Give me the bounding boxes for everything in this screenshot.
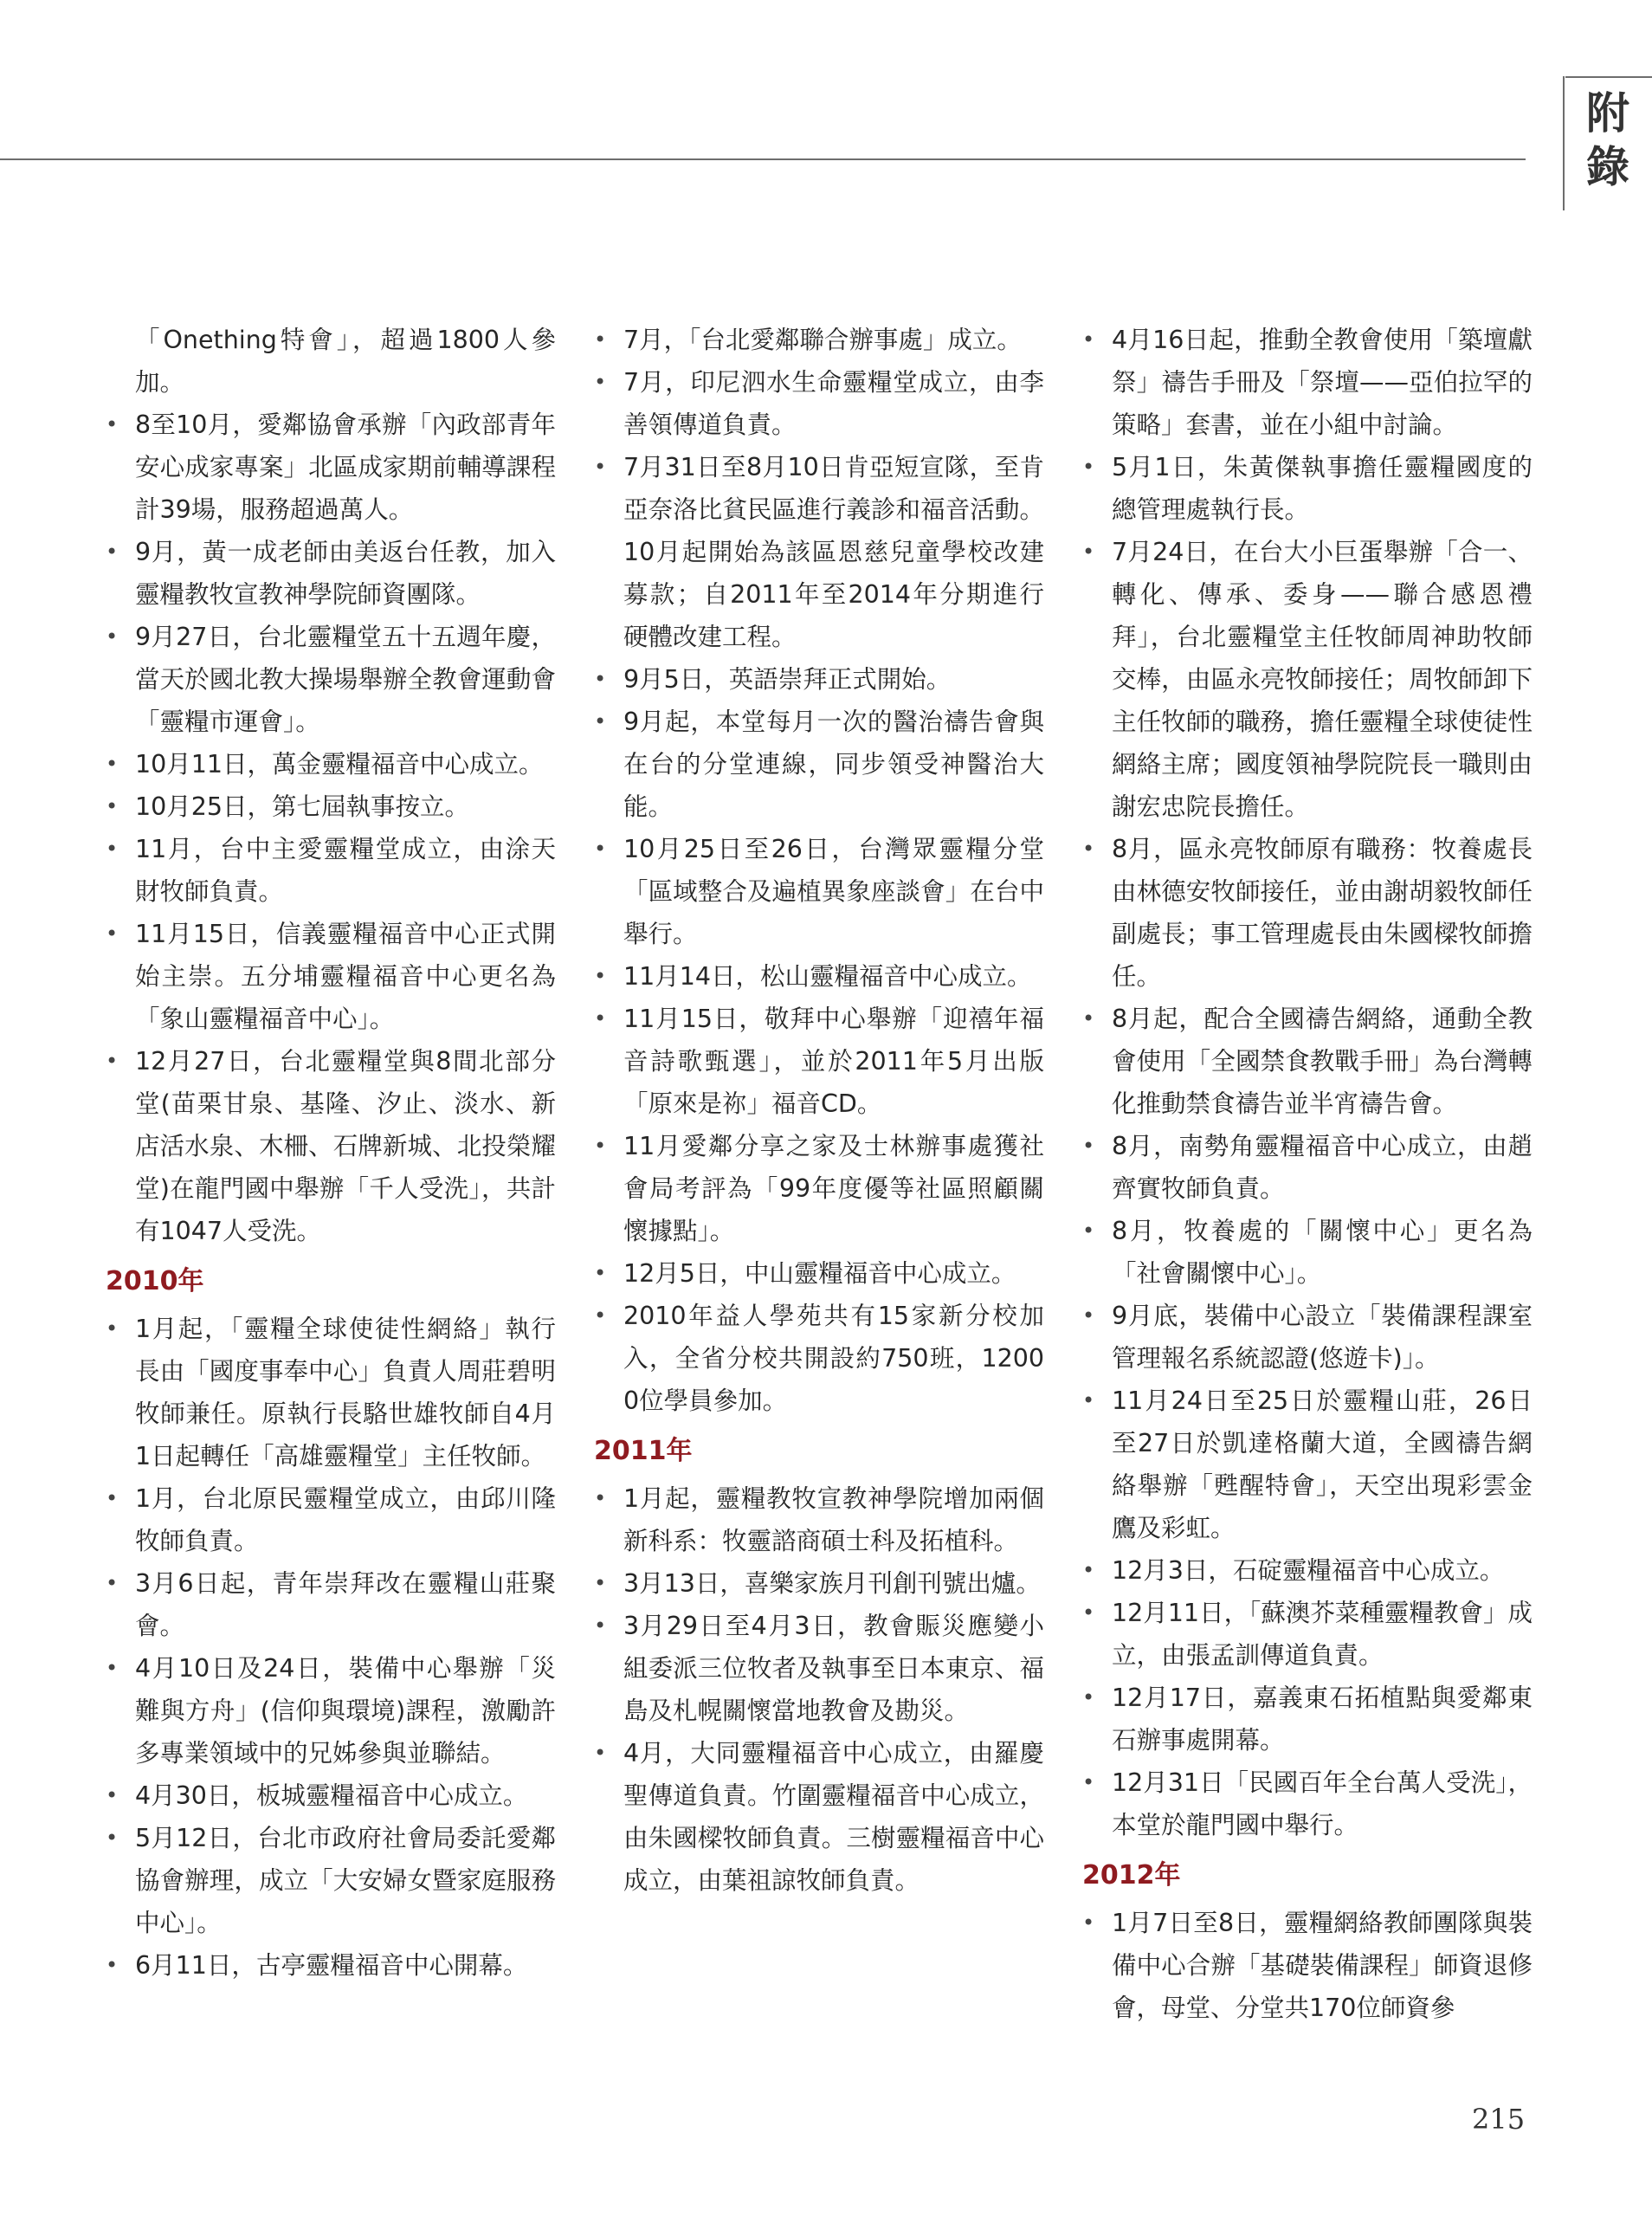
page-number: 215 xyxy=(1472,2103,1526,2136)
timeline-entry: • 10月25日至26日，台灣眾靈糧分堂「區域整合及遍植異象座談會」在台中舉行。 xyxy=(594,828,1044,955)
timeline-entry: • 12月17日，嘉義東石拓植點與愛鄰東石辦事處開幕。 xyxy=(1082,1677,1533,1761)
timeline-entry: • 12月11日，「蘇澳芥菜種靈糧教會」成立，由張孟訓傳道負責。 xyxy=(1082,1592,1533,1677)
section-tab-rule xyxy=(1565,76,1652,78)
header-rule xyxy=(0,158,1526,160)
timeline-entry: • 7月31日至8月10日肯亞短宣隊，至肯亞奈洛比貧民區進行義診和福音活動。10月起開始為該區恩慈兒童學校改建募款；自2011年至2014年分期進行硬體改建工程。 xyxy=(594,446,1044,658)
section-tab-divider xyxy=(1563,76,1565,210)
timeline-entry: • 1月起，「靈糧全球使徒性網絡」執行長由「國度事奉中心」負責人周莊碧明牧師兼任。原執行長駱世雄牧師自4月1日起轉任「高雄靈糧堂」主任牧師。 xyxy=(106,1308,556,1477)
timeline-entry: • 11月15日，敬拜中心舉辦「迎禧年福音詩歌甄選」，並於2011年5月出版「原來是祢」福音CD。 xyxy=(594,998,1044,1125)
timeline-entry: • 7月24日，在台大小巨蛋舉辦「合一、轉化、傳承、委身——聯合感恩禮拜」，台北靈糧堂主任牧師周神助牧師交棒，由區永亮牧師接任；周牧師卸下主任牧師的職務，擔任靈糧全球使徒性網絡主席；國度領袖學院院長一職則由謝宏忠院長擔任。 xyxy=(1082,531,1533,828)
timeline-entry: • 11月24日至25日於靈糧山莊，26日至27日於凱達格蘭大道，全國禱告網絡舉辦「甦醒特會」，天空出現彩雲金鷹及彩虹。 xyxy=(1082,1380,1533,1549)
continued-paragraph: 「Onething特會」，超過1800人參加。 xyxy=(135,326,556,397)
timeline-entry: • 5月12日，台北市政府社會局委託愛鄰協會辦理，成立「大安婦女暨家庭服務中心」。 xyxy=(106,1817,556,1944)
timeline-entry: • 11月15日，信義靈糧福音中心正式開始主崇。五分埔靈糧福音中心更名為「象山靈糧福音中心」。 xyxy=(106,913,556,1040)
timeline-entry: • 3月6日起，青年崇拜改在靈糧山莊聚會。 xyxy=(106,1562,556,1647)
timeline-entry: • 8至10月，愛鄰協會承辦「內政部青年安心成家專案」北區成家期前輔導課程計39場，服務超過萬人。 xyxy=(106,404,556,531)
timeline-entry: • 9月27日，台北靈糧堂五十五週年慶，當天於國北教大操場舉辦全教會運動會「靈糧市運會」。 xyxy=(106,616,556,743)
timeline-entry: • 1月起，靈糧教牧宣教神學院增加兩個新科系：牧靈諮商碩士科及拓植科。 xyxy=(594,1477,1044,1562)
timeline-entry: • 12月31日「民國百年全台萬人受洗」，本堂於龍門國中舉行。 xyxy=(1082,1761,1533,1846)
timeline-entry: • 4月10日及24日，裝備中心舉辦「災難與方舟」(信仰與環境)課程，激勵許多專業領域中的兄姊參與並聯結。 xyxy=(106,1647,556,1774)
timeline-entry: • 8月，南勢角靈糧福音中心成立，由趙齊實牧師負責。 xyxy=(1082,1125,1533,1210)
text-column-2 xyxy=(594,319,1044,1902)
timeline-entry: • 2010年益人學苑共有15家新分校加入，全省分校共開設約750班，12000位學員參加。 xyxy=(594,1295,1044,1422)
timeline-entry: • 12月5日，中山靈糧福音中心成立。 xyxy=(594,1252,1044,1295)
section-tab-char: 附 xyxy=(1586,87,1629,139)
timeline-entry: • 5月1日，朱黃傑執事擔任靈糧國度的總管理處執行長。 xyxy=(1082,446,1533,531)
text-column-3 xyxy=(1082,319,1533,2029)
timeline-entry: • 12月27日，台北靈糧堂與8間北部分堂(苗栗甘泉、基隆、汐止、淡水、新店活水泉、木柵、石牌新城、北投榮耀堂)在龍門國中舉辦「千人受洗」，共計有1047人受洗。 xyxy=(106,1040,556,1252)
timeline-entry: • 8月，區永亮牧師原有職務：牧養處長由林德安牧師接任，並由謝胡毅牧師任副處長；事工管理處長由朱國樑牧師擔任。 xyxy=(1082,828,1533,998)
timeline-entry: • 7月，「台北愛鄰聯合辦事處」成立。 xyxy=(594,319,1044,361)
timeline-entry: • 3月13日，喜樂家族月刊創刊號出爐。 xyxy=(594,1562,1044,1605)
timeline-entry: • 9月，黃一成老師由美返台任教，加入靈糧教牧宣教神學院師資團隊。 xyxy=(106,531,556,616)
timeline-entry: • 6月11日，古亭靈糧福音中心開幕。 xyxy=(106,1944,556,1987)
text-column-1 xyxy=(106,319,556,1987)
year-heading: 2010年 xyxy=(106,1266,204,1296)
timeline-entry: • 11月14日，松山靈糧福音中心成立。 xyxy=(594,955,1044,998)
timeline-entry: • 8月起，配合全國禱告網絡，通動全教會使用「全國禁食教戰手冊」為台灣轉化推動禁食禱告並半宵禱告會。 xyxy=(1082,998,1533,1125)
timeline-entry: • 4月30日，板城靈糧福音中心成立。 xyxy=(106,1774,556,1817)
timeline-entry: • 9月底，裝備中心設立「裝備課程課室管理報名系統認證(悠遊卡)」。 xyxy=(1082,1295,1533,1380)
timeline-entry: • 4月16日起，推動全教會使用「築壇獻祭」禱告手冊及「祭壇——亞伯拉罕的策略」套書，並在小組中討論。 xyxy=(1082,319,1533,446)
timeline-entry: • 1月，台北原民靈糧堂成立，由邱川隆牧師負責。 xyxy=(106,1477,556,1562)
timeline-entry: • 9月5日，英語崇拜正式開始。 xyxy=(594,658,1044,701)
section-tab-appendix xyxy=(1569,87,1647,194)
timeline-entry: • 9月起，本堂每月一次的醫治禱告會與在台的分堂連線，同步領受神醫治大能。 xyxy=(594,701,1044,828)
timeline-entry: • 12月3日，石碇靈糧福音中心成立。 xyxy=(1082,1549,1533,1592)
timeline-entry: • 7月，印尼泗水生命靈糧堂成立，由李善領傳道負責。 xyxy=(594,361,1044,446)
timeline-entry: • 10月11日，萬金靈糧福音中心成立。 xyxy=(106,743,556,785)
timeline-entry: • 11月愛鄰分享之家及士林辦事處獲社會局考評為「99年度優等社區照顧關懷據點」。 xyxy=(594,1125,1044,1252)
timeline-entry: • 1月7日至8日，靈糧網絡教師團隊與裝備中心合辦「基礎裝備課程」師資退修會，母堂、分堂共170位師資參 xyxy=(1082,1902,1533,2029)
timeline-entry: • 8月，牧養處的「關懷中心」更名為「社會關懷中心」。 xyxy=(1082,1210,1533,1295)
year-heading: 2012年 xyxy=(1082,1860,1181,1891)
timeline-entry: • 10月25日，第七屆執事按立。 xyxy=(106,785,556,828)
year-heading: 2011年 xyxy=(594,1436,693,1466)
timeline-entry: • 4月，大同靈糧福音中心成立，由羅慶聖傳道負責。竹圍靈糧福音中心成立，由朱國樑牧師負責。三樹靈糧福音中心成立，由葉祖諒牧師負責。 xyxy=(594,1732,1044,1902)
timeline-entry: • 3月29日至4月3日，教會賑災應變小組委派三位牧者及執事至日本東京、福島及札幌關懷當地教會及勘災。 xyxy=(594,1605,1044,1732)
section-tab-char: 錄 xyxy=(1586,141,1629,192)
timeline-entry: • 11月，台中主愛靈糧堂成立，由涂天財牧師負責。 xyxy=(106,828,556,913)
